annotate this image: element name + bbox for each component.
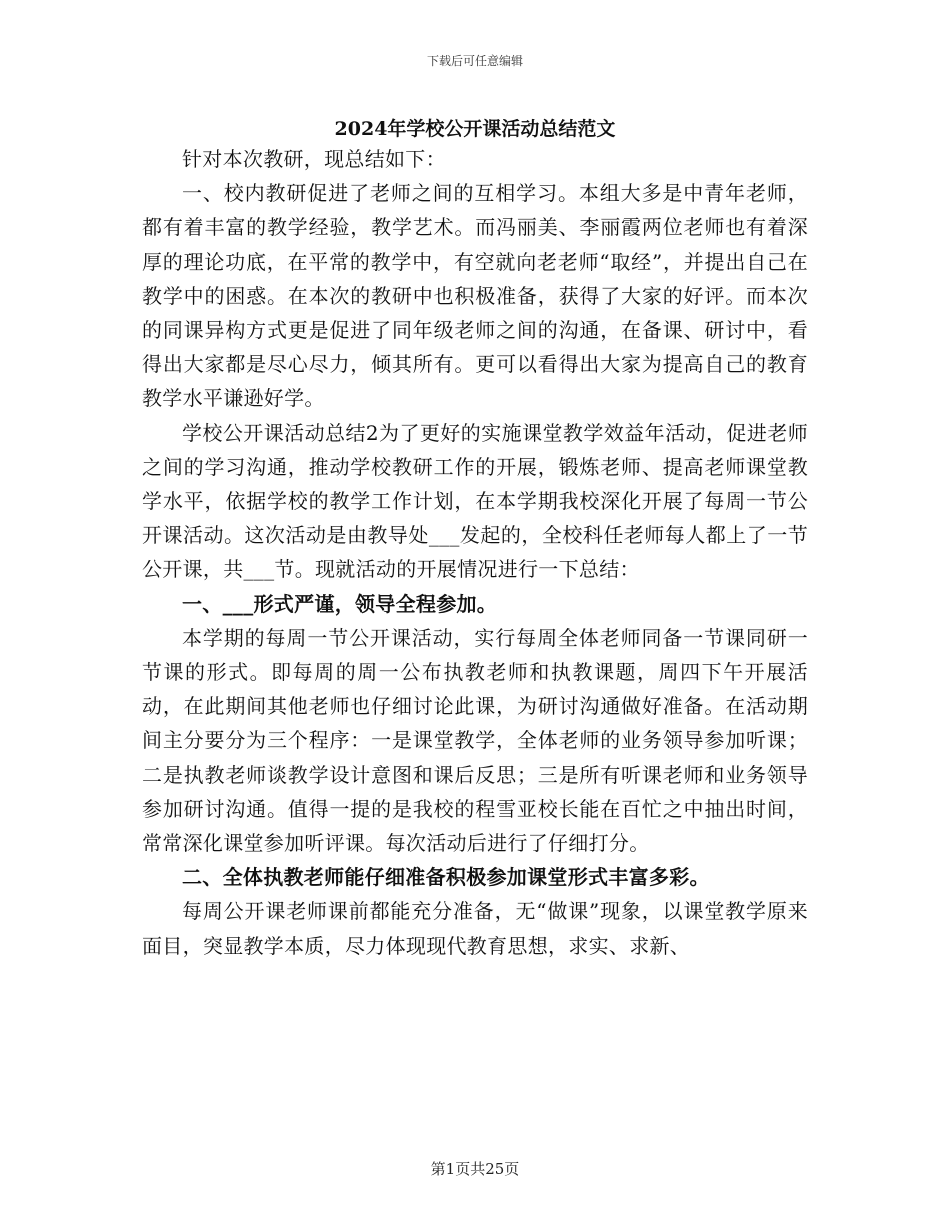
- paragraph-preparation: 每周公开课老师课前都能充分准备，无“做课”现象，以课堂教学原来面目，突显教学本质，尽力体现现代教育思想，求实、求新、: [142, 899, 808, 958]
- paragraph-activity-form: 本学期的每周一节公开课活动，实行每周全体老师同备一节课同研一节课的形式。即每周的周一公布执教老师和执教课题，周四下午开展活动，在此期间其他老师也仔细讨论此课，为研讨沟通做好准备。在活动期间主分要分为三个程序：一是课堂教学，全体老师的业务领导参加听课；二是执教老师谈教学设计意图和课后反思；三是所有听课老师和业务领导参加研讨沟通。值得一提的是我校的程雪亚校长能在百忙之中抽出时间，常常深化课堂参加听评课。每次活动后进行了仔细打分。: [142, 625, 808, 856]
- page-number: 第1页共25页: [430, 1160, 520, 1178]
- section-heading-2: 二、全体执教老师能仔细准备积极参加课堂形式丰富多彩。: [182, 865, 710, 890]
- paragraph-summary-2: 学校公开课活动总结2为了更好的实施课堂教学效益年活动，促进老师之间的学习沟通，推动学校教研工作的开展，锻炼老师、提高老师课堂教学水平，依据学校的教学工作计划，在本学期我校深化开展了每周一节公开课活动。这次活动是由教导处___发起的，全校科任老师每人都上了一节公开课，共___节。现就活动的开展情况进行一下总结：: [142, 420, 808, 582]
- paragraph-section-1: 一、校内教研促进了老师之间的互相学习。本组大多是中青年老师，都有着丰富的教学经验，教学艺术。而冯丽美、李丽霞两位老师也有着深厚的理论功底，在平常的教学中，有空就向老老师“取经”，并提出自己在教学中的困惑。在本次的教研中也积极准备，获得了大家的好评。而本次的同课异构方式更是促进了同年级老师之间的沟通，在备课、研讨中，看得出大家都是尽心尽力，倾其所有。更可以看得出大家为提高自己的教育教学水平谦逊好学。: [142, 181, 808, 411]
- section-heading-1: 一、___形式严谨，领导全程参加。: [182, 591, 498, 616]
- document-title: 2024年学校公开课活动总结范文: [334, 118, 616, 140]
- document-body: [142, 142, 808, 963]
- paragraph-intro: 针对本次教研，现总结如下：: [182, 147, 446, 171]
- page-header-note: 下载后可任意编辑: [426, 54, 523, 68]
